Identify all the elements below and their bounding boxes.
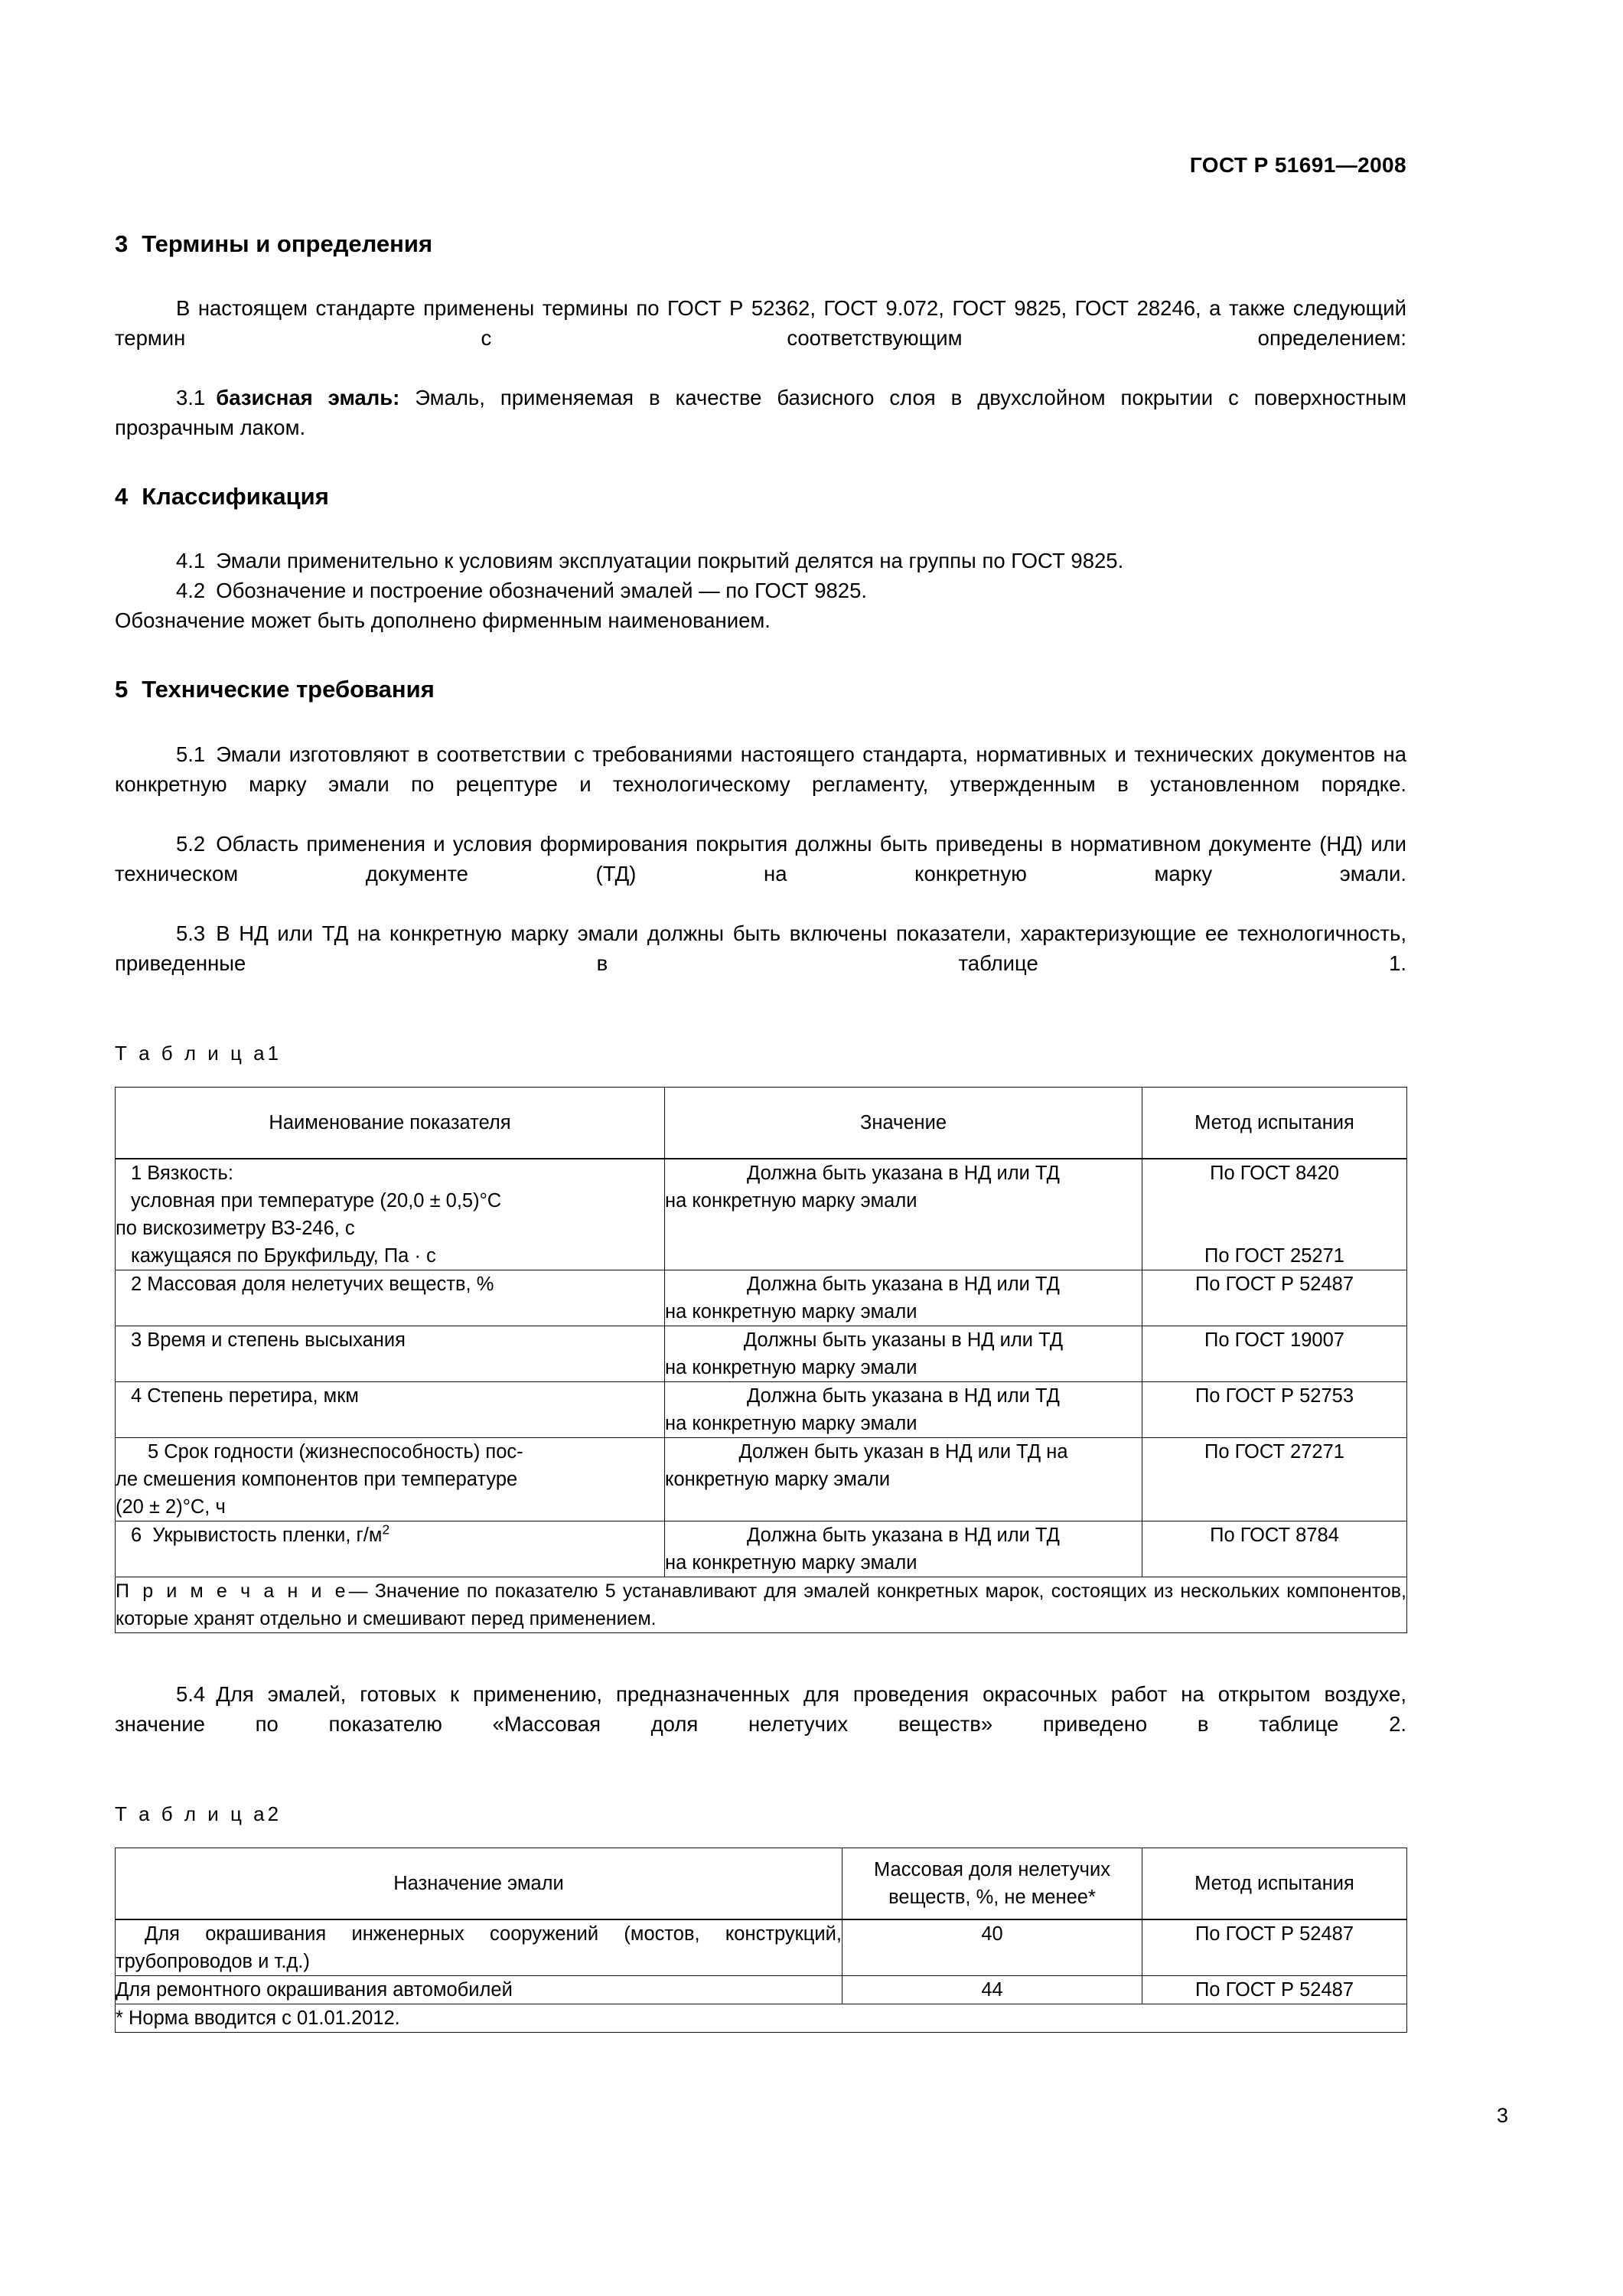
paragraph-4-2-continuation: Обозначение может быть дополнено фирменным наименованием. <box>115 608 771 633</box>
table-2-footnote: * Норма вводится с 01.01.2012. <box>116 2004 1407 2032</box>
table-1-col-header-name: Наименование показателя <box>116 1087 665 1159</box>
indicator-2-line-1: 2 Массовая доля нелетучих веществ, % <box>131 1273 494 1295</box>
table-row <box>116 1381 1407 1437</box>
value-5-line-2: конкретную марку эмали <box>665 1468 891 1490</box>
clause-text-5-4: Для эмалей, готовых к применению, предназначенных для проведения окрасочных работ на открытом воздухе, значение по показателю «Массовая доля нелетучих веществ» приведено в таблице 2. <box>115 1681 1406 1736</box>
table-2-caption-label: Т а б л и ц а <box>115 1802 268 1825</box>
clause-number-4-2: 4.2 <box>176 579 206 603</box>
indicator-5-line-3: (20 ± 2)°С, ч <box>116 1495 226 1518</box>
value-6-line-2: на конкретную марку эмали <box>665 1551 917 1574</box>
table-2-col-header-purpose: Назначение эмали <box>116 1848 842 1919</box>
table-2-caption <box>115 1802 1406 1826</box>
table-1-cell-value-6 <box>665 1521 1142 1577</box>
indicator-5-line-2: ле смешения компонентов при температуре <box>116 1468 518 1490</box>
method-2-line-1: По ГОСТ Р 52487 <box>1194 1273 1354 1295</box>
table-1-col-header-value: Значение <box>665 1087 1142 1159</box>
table-2-footnote-row <box>116 2004 1407 2032</box>
value-2-line-1: Должна быть указана в НД или ТД <box>747 1273 1060 1295</box>
section-heading-3 <box>115 230 1406 258</box>
value-1-line-2: на конкретную марку эмали <box>665 1189 917 1212</box>
indicator-6-line-1: 6 Укрывистость пленки, $г/м^2$ <box>131 1521 390 1546</box>
section-number-5: 5 <box>115 676 129 703</box>
table-2-cell-method-1: По ГОСТ Р 52487 <box>1142 1919 1407 1976</box>
paragraph-3-intro: В настоящем стандарте применены термины по ГОСТ Р 52362, ГОСТ 9.072, ГОСТ 9825, ГОСТ 28246, а также следующий термин с соответствующим определением: <box>115 296 1406 351</box>
table-1-cell-method-2 <box>1142 1270 1407 1326</box>
table-2-cell-value-2: 44 <box>842 1975 1142 2004</box>
clause-text-5-1: Эмали изготовляют в соответствии с требованиями настоящего стандарта, нормативных и технических документов на конкретную марку эмали по рецептуре и технологическому регламенту, утвержденным в установленном порядке. <box>115 742 1406 796</box>
table-1-note <box>116 1577 1407 1632</box>
table-1-cell-method-5 <box>1142 1437 1407 1521</box>
indicator-3-line-1: 3 Время и степень высыхания <box>131 1329 406 1351</box>
clause-number-5-3: 5.3 <box>176 921 206 945</box>
paragraph-4-1 <box>115 546 1406 576</box>
paragraph-5-3 <box>115 918 1406 1008</box>
paragraph-3-1 <box>115 383 1406 442</box>
table-1-cell-method-1 <box>1142 1159 1407 1270</box>
table-2-cell-method-2: По ГОСТ Р 52487 <box>1142 1975 1407 2004</box>
table-2-col-header-nonvolatile-line-2: веществ, %, не менее* <box>888 1886 1096 1908</box>
clause-number-5-1: 5.1 <box>176 742 206 766</box>
table-1-cell-name-4 <box>116 1381 665 1437</box>
clause-text-5-2: Область применения и условия формирования покрытия должны быть приведены в нормативном документе (НД) или техническом документе (ТД) на конкретную марку эмали. <box>115 831 1406 885</box>
method-1-line-1: По ГОСТ 8420 <box>1210 1162 1339 1184</box>
section-heading-5 <box>115 675 1406 703</box>
paragraph-5-4 <box>115 1679 1406 1769</box>
value-5-line-1: Должен быть указан в НД или ТД на <box>738 1440 1068 1463</box>
document-header-standard-ref: ГОСТ Р 51691—2008 <box>1189 153 1406 177</box>
table-1-caption-label: Т а б л и ц а <box>115 1041 268 1065</box>
indicator-4-line-1: 4 Степень перетира, мкм <box>131 1384 359 1407</box>
section-title-3: Термины и определения <box>142 230 433 257</box>
value-1-line-1: Должна быть указана в НД или ТД <box>747 1162 1060 1184</box>
table-2-caption-number: 2 <box>267 1802 279 1825</box>
indicator-1-line-3: по вискозиметру ВЗ-246, с <box>116 1217 355 1239</box>
table-row <box>116 1326 1407 1381</box>
table-2-col-header-nonvolatile <box>842 1848 1142 1919</box>
paragraph-4-2 <box>115 576 1406 605</box>
value-4-line-1: Должна быть указана в НД или ТД <box>747 1384 1060 1407</box>
superscript-two: 2 <box>382 1521 390 1538</box>
table-row <box>116 1919 1407 1976</box>
paragraph-5-2 <box>115 829 1406 918</box>
method-1-line-2: По ГОСТ 25271 <box>1204 1244 1344 1267</box>
table-2-cell-purpose-1 <box>116 1919 842 1976</box>
table-1-cell-name-3 <box>116 1326 665 1381</box>
value-4-line-2: на конкретную марку эмали <box>665 1412 917 1434</box>
table-1-caption <box>115 1042 1406 1065</box>
method-4-line-1: По ГОСТ Р 52753 <box>1194 1384 1354 1407</box>
table-1-cell-name-5 <box>116 1437 665 1521</box>
table-1-cell-value-2 <box>665 1270 1142 1326</box>
indicator-1-line-2: условная при температуре (20,0 ± 0,5)°С <box>131 1189 502 1212</box>
table-2-purpose-2-text: Для ремонтного окрашивания автомобилей <box>116 1978 513 2001</box>
table-1-cell-value-4 <box>665 1381 1142 1437</box>
table-1-cell-method-6 <box>1142 1521 1407 1577</box>
section-title-4: Классификация <box>142 483 329 510</box>
table-2-cell-value-1: 40 <box>842 1919 1142 1976</box>
table-2-col-header-method: Метод испытания <box>1142 1848 1407 1919</box>
page-number: 3 <box>1496 2104 1508 2127</box>
table-1-cell-value-5 <box>665 1437 1142 1521</box>
value-6-line-1: Должна быть указана в НД или ТД <box>747 1524 1060 1546</box>
table-row <box>116 1437 1407 1521</box>
table-1-caption-number: 1 <box>267 1041 279 1065</box>
table-2-header-row <box>116 1848 1407 1919</box>
value-2-line-2: на конкретную марку эмали <box>665 1300 917 1322</box>
clause-text-5-3: В НД или ТД на конкретную марку эмали должны быть включены показатели, характеризующие ее технологичность, приведенные в таблице 1. <box>115 921 1406 975</box>
table-1-col-header-method: Метод испытания <box>1142 1087 1407 1159</box>
clause-text-4-1: Эмали применительно к условиям эксплуатации покрытий делятся на группы по ГОСТ 9825. <box>216 549 1124 573</box>
value-3-line-1: Должны быть указаны в НД или ТД <box>743 1329 1064 1351</box>
table-2-cell-purpose-2 <box>116 1975 842 2004</box>
table-1-cell-value-3 <box>665 1326 1142 1381</box>
table-1-cell-value-1 <box>665 1159 1142 1270</box>
table-1-cell-name-2 <box>116 1270 665 1326</box>
table-row <box>116 1521 1407 1577</box>
indicator-1-line-1: 1 Вязкость: <box>131 1162 233 1184</box>
clause-number-3-1: 3.1 <box>176 386 206 410</box>
clause-number-4-1: 4.1 <box>176 549 206 573</box>
section-number-4: 4 <box>115 483 129 510</box>
indicator-5-line-1: 5 Срок годности (жизнеспособность) пос- <box>148 1440 523 1463</box>
method-6-line-1: По ГОСТ 8784 <box>1210 1524 1339 1546</box>
method-3-line-1: По ГОСТ 19007 <box>1204 1329 1344 1351</box>
paragraph-5-1 <box>115 739 1406 829</box>
table-1-cell-method-4 <box>1142 1381 1407 1437</box>
table-1-cell-name-1 <box>116 1159 665 1270</box>
clause-text-4-2: Обозначение и построение обозначений эмалей — по ГОСТ 9825. <box>216 579 868 603</box>
clause-number-5-2: 5.2 <box>176 831 206 856</box>
method-1-gap <box>1142 1187 1406 1242</box>
table-1-note-text: — Значение по показателю 5 устанавливают для эмалей конкретных марок, состоящих из нескольких компонентов, которые хранят отдельно и смешивают перед применением. <box>116 1580 1406 1629</box>
definition-text-3-1: Эмаль, применяемая в качестве базисного слоя в двухслойном покрытии с поверхностным прозрачным лаком. <box>115 386 1406 440</box>
section-heading-4 <box>115 482 1406 510</box>
table-2-col-header-nonvolatile-line-1: Массовая доля нелетучих <box>874 1858 1110 1880</box>
table-2 <box>115 1848 1407 2033</box>
table-1-header-row <box>116 1087 1407 1159</box>
table-2-purpose-1-text: Для окрашивания инженерных сооружений (мостов, конструкций, трубопроводов и т.д.) <box>116 1923 842 1972</box>
section-number-3: 3 <box>115 230 129 257</box>
table-1-note-label: П р и м е ч а н и е <box>116 1580 349 1602</box>
table-row <box>116 1270 1407 1326</box>
method-5-line-1: По ГОСТ 27271 <box>1204 1440 1344 1463</box>
table-1-cell-name-6 <box>116 1521 665 1577</box>
table-row <box>116 1975 1407 2004</box>
section-title-5: Технические требования <box>142 676 435 703</box>
document-content <box>115 230 1406 2033</box>
value-3-line-2: на конкретную марку эмали <box>665 1356 917 1378</box>
table-row <box>116 1159 1407 1270</box>
indicator-1-line-4: кажущаяся по Брукфильду, Па · с <box>131 1244 436 1267</box>
defined-term-base-enamel: базисная эмаль: <box>216 386 400 410</box>
clause-number-5-4: 5.4 <box>176 1681 206 1706</box>
table-1 <box>115 1087 1407 1633</box>
table-1-note-row <box>116 1577 1407 1632</box>
table-1-cell-method-3 <box>1142 1326 1407 1381</box>
